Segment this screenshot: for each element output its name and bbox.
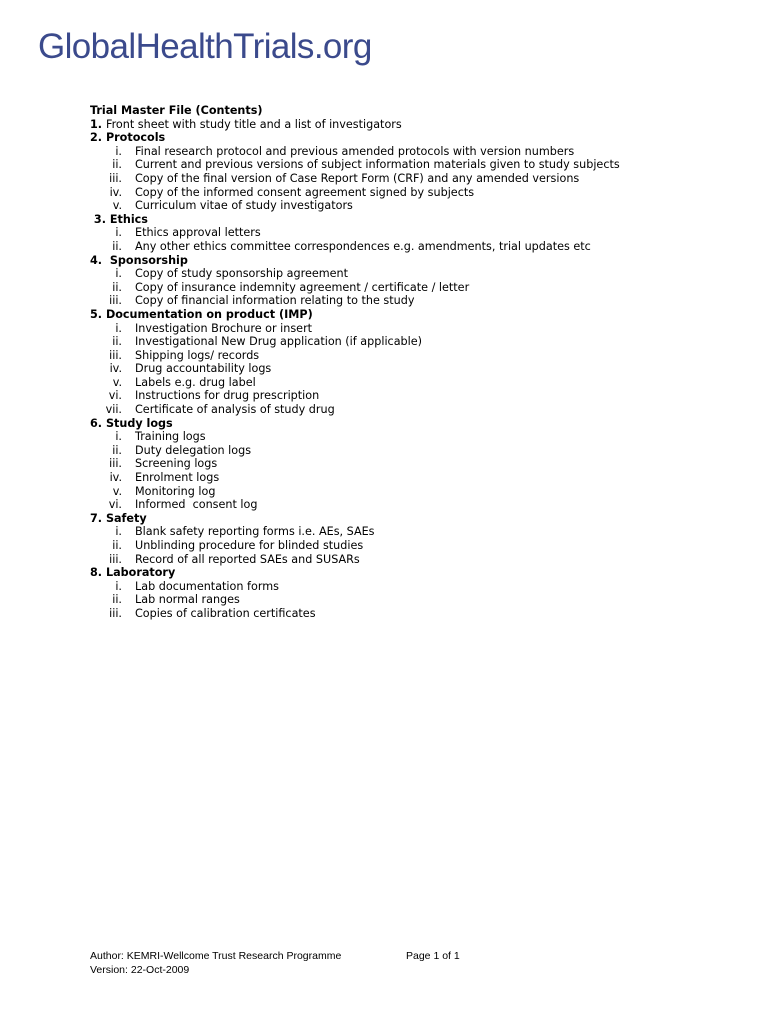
list-item-text: Investigation Brochure or insert	[135, 321, 313, 335]
list-item-numeral: iv.	[109, 362, 122, 376]
section-label: Documentation on product (IMP)	[105, 307, 313, 321]
list-item	[90, 539, 730, 553]
footer-page-number: Page 1 of 1	[406, 950, 460, 962]
list-item-text: Current and previous versions of subject information materials given to study subjects	[135, 158, 620, 172]
list-item	[90, 186, 730, 200]
list-item-numeral: i.	[115, 525, 122, 539]
list-item	[90, 158, 730, 172]
list-item-text: Lab documentation forms	[135, 579, 279, 593]
list-item-text: Copy of the final version of Case Report Form (CRF) and any amended versions	[135, 171, 580, 185]
list-item-numeral: iii.	[109, 606, 122, 620]
list-item-text: Record of all reported SAEs and SUSARs	[135, 552, 360, 566]
list-item	[90, 580, 730, 594]
list-item-numeral: iv.	[109, 471, 122, 485]
list-item	[90, 498, 730, 512]
list-item-numeral: vi.	[108, 498, 122, 512]
list-item	[90, 145, 730, 159]
list-item-numeral: iii.	[109, 348, 122, 362]
section-heading	[90, 213, 730, 227]
list-item-numeral: ii.	[112, 280, 122, 294]
section-heading	[90, 131, 730, 145]
list-item-text: Training logs	[135, 430, 206, 444]
list-item	[90, 471, 730, 485]
section-list	[90, 118, 730, 621]
list-item	[90, 607, 730, 621]
list-item-text: Any other ethics committee correspondences e.g. amendments, trial updates etc	[135, 239, 591, 253]
list-item-text: Blank safety reporting forms i.e. AEs, SAEs	[135, 525, 375, 539]
list-item	[90, 199, 730, 213]
list-item-text: Copy of study sponsorship agreement	[135, 267, 349, 281]
list-item-numeral: iii.	[109, 552, 122, 566]
footer-row-1	[90, 950, 460, 964]
logo-health: Health	[135, 27, 234, 66]
list-item-text: Informed consent log	[135, 498, 258, 512]
document-title: Trial Master File (Contents)	[90, 104, 263, 117]
section-heading	[90, 308, 730, 322]
list-item-numeral: ii.	[112, 443, 122, 457]
list-item-text: Labels e.g. drug label	[135, 375, 256, 389]
list-item	[90, 444, 730, 458]
list-item-text: Copy of financial information relating to the study	[135, 294, 415, 308]
list-item-text: Drug accountability logs	[135, 362, 272, 376]
list-item-text: Certificate of analysis of study drug	[135, 403, 335, 417]
list-item-numeral: iii.	[109, 294, 122, 308]
list-item-text: Enrolment logs	[135, 471, 220, 485]
section-number: 2.	[90, 131, 103, 145]
list-item	[90, 281, 730, 295]
list-item-text: Copy of insurance indemnity agreement / certificate / letter	[135, 280, 470, 294]
site-logo	[38, 29, 372, 64]
logo-org: .org	[313, 27, 372, 66]
list-item	[90, 457, 730, 471]
list-item	[90, 362, 730, 376]
list-item-text: Screening logs	[135, 457, 218, 471]
list-item-text: Lab normal ranges	[135, 593, 240, 607]
list-item	[90, 430, 730, 444]
list-item	[90, 172, 730, 186]
list-item-text: Shipping logs/ records	[135, 348, 260, 362]
footer-version: Version: 22-Oct-2009	[90, 963, 190, 976]
list-item	[90, 403, 730, 417]
list-item-text: Copies of calibration certificates	[135, 606, 316, 620]
list-item-numeral: i.	[115, 321, 122, 335]
section-label: Safety	[105, 511, 147, 525]
list-item	[90, 525, 730, 539]
section-label: Laboratory	[105, 566, 176, 580]
section-label: Protocols	[105, 131, 166, 145]
list-item-numeral: i.	[115, 430, 122, 444]
section-heading	[90, 254, 730, 268]
section-label: Sponsorship	[105, 253, 188, 267]
list-item-numeral: iii.	[109, 457, 122, 471]
list-item-numeral: ii.	[112, 539, 122, 552]
list-item	[90, 322, 730, 336]
list-item	[90, 335, 730, 349]
list-item-numeral: v.	[112, 484, 122, 498]
list-item-text: Unblinding procedure for blinded studies	[135, 539, 364, 552]
section-label: Study logs	[105, 416, 173, 430]
list-item	[90, 593, 730, 607]
section-label: Ethics	[109, 212, 148, 226]
list-item	[90, 267, 730, 281]
logo-trials: Trials	[233, 27, 314, 66]
list-item-numeral: ii.	[112, 593, 122, 607]
section-number: 3.	[93, 212, 106, 226]
section-heading	[90, 566, 730, 580]
list-item-numeral: i.	[115, 226, 122, 240]
list-item-text: Instructions for drug prescription	[135, 389, 320, 403]
list-item-text: Copy of the informed consent agreement signed by subjects	[135, 185, 475, 199]
list-item	[90, 553, 730, 567]
footer-row-2	[90, 964, 460, 978]
section-number: 5.	[90, 307, 103, 321]
list-item-text: Curriculum vitae of study investigators	[135, 199, 353, 213]
list-item	[90, 376, 730, 390]
list-item	[90, 349, 730, 363]
section-heading	[90, 118, 730, 132]
section-heading	[90, 417, 730, 431]
list-item-text: Final research protocol and previous amended protocols with version numbers	[135, 144, 575, 158]
list-item-numeral: ii.	[112, 158, 122, 172]
section-heading	[90, 512, 730, 526]
footer-author: Author: KEMRI-Wellcome Trust Research Programme	[90, 950, 342, 962]
section-number: 4.	[90, 253, 103, 267]
list-item-numeral: iv.	[109, 185, 122, 199]
list-item-numeral: ii.	[112, 239, 122, 253]
document-body	[90, 104, 730, 621]
section-number: 8.	[90, 566, 103, 580]
section-number: 6.	[90, 416, 103, 430]
list-item	[90, 240, 730, 254]
list-item-numeral: i.	[115, 267, 122, 281]
list-item-text: Investigational New Drug application (if applicable)	[135, 335, 423, 349]
list-item-numeral: vii.	[105, 403, 122, 417]
list-item-numeral: v.	[112, 375, 122, 389]
list-item	[90, 294, 730, 308]
list-item-numeral: vi.	[108, 389, 122, 403]
logo-global: Global	[38, 27, 136, 66]
list-item	[90, 485, 730, 499]
list-item-text: Ethics approval letters	[135, 226, 261, 240]
section-number: 1.	[90, 117, 103, 131]
list-item-numeral: v.	[112, 199, 122, 213]
list-item-numeral: i.	[115, 144, 122, 158]
list-item-numeral: ii.	[112, 335, 122, 349]
section-number: 7.	[90, 511, 103, 525]
list-item	[90, 389, 730, 403]
page-footer	[90, 950, 460, 977]
list-item-numeral: i.	[115, 579, 122, 593]
list-item-numeral: iii.	[109, 171, 122, 185]
list-item-text: Monitoring log	[135, 484, 216, 498]
list-item	[90, 226, 730, 240]
list-item-text: Duty delegation logs	[135, 443, 252, 457]
section-label: Front sheet with study title and a list of investigators	[105, 117, 402, 131]
